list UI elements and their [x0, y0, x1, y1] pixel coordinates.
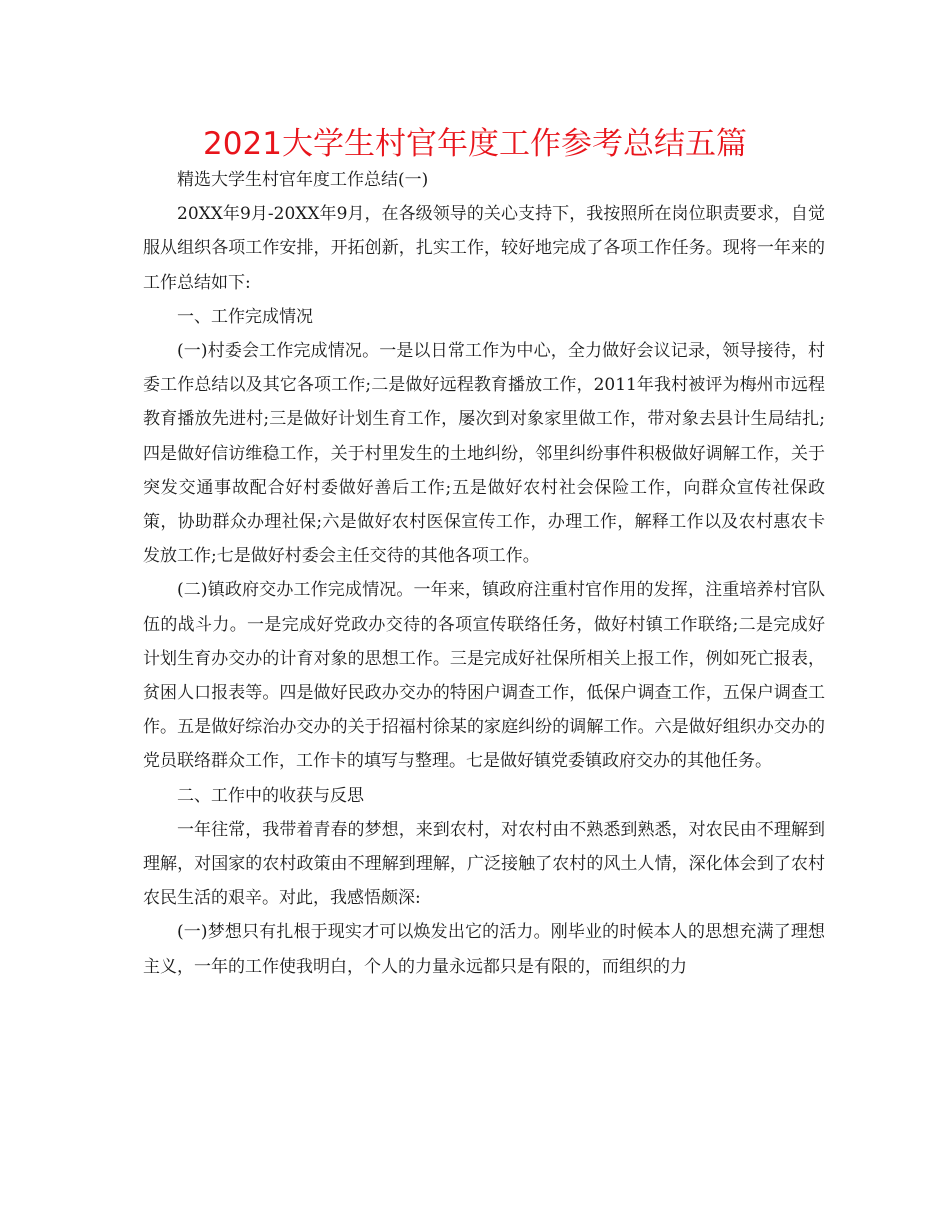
paragraph-intro: 20XX年9月-20XX年9月，在各级领导的关心支持下，我按照所在岗位职责要求，自觉服从组织各项工作安排，开拓创新，扎实工作，较好地完成了各项工作任务。现将一年来的工作总结如下:	[143, 204, 825, 293]
paragraph-past-year: 一年往常，我带着青春的梦想，来到农村，对农村由不熟悉到熟悉，对农民由不理解到理解，对国家的农村政策由不理解到理解，广泛接触了农村的风土人情，深化体会到了农村农民生活的艰辛。对此，我感悟颇深:	[143, 819, 825, 909]
paragraph-village-committee-work: (一)村委会工作完成情况。一是以日常工作为中心，全力做好会议记录，领导接待，村委工作总结以及其它各项工作;二是做好远程教育播放工作，2011年我村被评为梅州市远程教育播放先进村;三是做好计划生育工作，屡次到对象家里做工作，带对象去县计生局结扎;四是做好信访维稳工作，关于村里发生的土地纠纷，邻里纠纷事件积极做好调解工作，关于突发交通事故配合好村委做好善后工作;五是做好农村社会保险工作，向群众宣传社保政策，协助群众办理社保;六是做好农村医保宣传工作，办理工作，解释工作以及农村惠农卡发放工作;七是做好村委会主任交待的其他各项工作。	[143, 341, 825, 567]
document-body	[143, 163, 825, 984]
section-heading-work-completion: 一、工作完成情况	[177, 306, 313, 327]
paragraph-subtitle: 精选大学生村官年度工作总结(一)	[177, 170, 429, 190]
section-heading-gains-reflection: 二、工作中的收获与反思	[177, 785, 364, 806]
document-title: 2021大学生村官年度工作参考总结五篇	[203, 126, 747, 162]
paragraph-town-government-work: (二)镇政府交办工作完成情况。一年来，镇政府注重村官作用的发挥，注重培养村官队伍的战斗力。一是完成好党政办交待的各项宣传联络任务，做好村镇工作联络;二是完成好计划生育办交办的计育对象的思想工作。三是完成好社保所相关上报工作，例如死亡报表，贫困人口报表等。四是做好民政办交办的特困户调查工作，低保户调查工作，五保户调查工作。五是做好综治办交办的关于招福村徐某的家庭纠纷的调解工作。六是做好组织办交办的党员联络群众工作，工作卡的填写与整理。七是做好镇党委镇政府交办的其他任务。	[143, 580, 825, 772]
paragraph-dream-reality: (一)梦想只有扎根于现实才可以焕发出它的活力。刚毕业的时候本人的思想充满了理想主义，一年的工作使我明白，个人的力量永远都只是有限的，而组织的力	[143, 922, 825, 977]
